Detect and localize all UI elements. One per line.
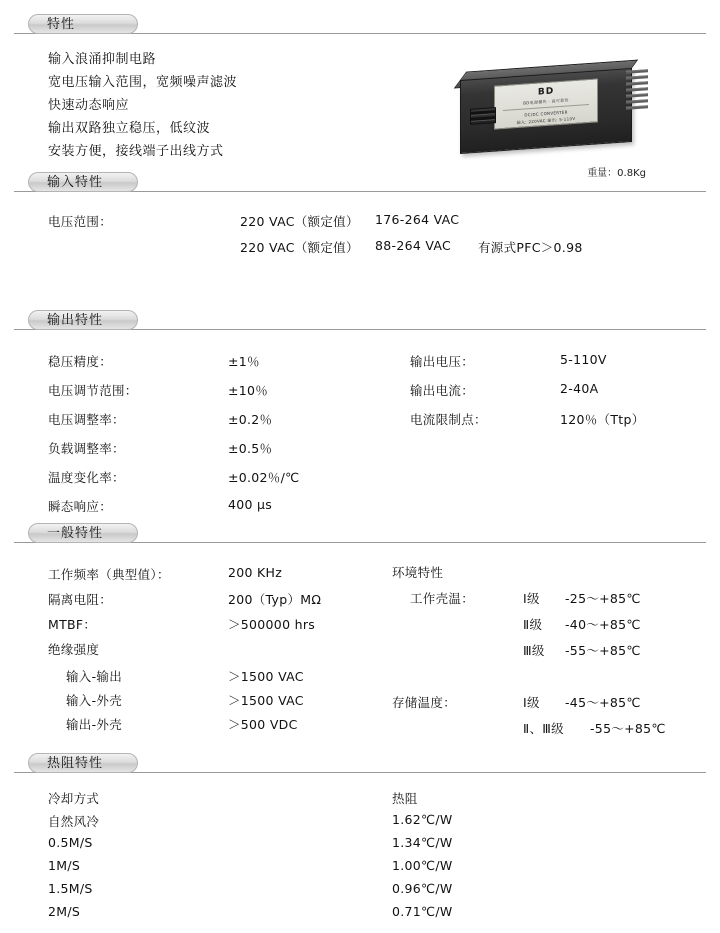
case-temp-grade-0: Ⅰ级 [523, 591, 540, 606]
table-row [0, 835, 720, 858]
case-temp-value-0: -25～+85℃ [565, 591, 641, 606]
input-voltage-range-label: 电压范围： [48, 214, 113, 229]
general-value-1: 200（Typ）MΩ [228, 592, 322, 607]
general-value-2: ＞500000 hrs [228, 617, 316, 632]
case-temp-grade-2: Ⅲ级 [523, 643, 545, 658]
output-label-2: 电压调整率： [48, 412, 125, 427]
thermal-value-4: 0.71℃/W [392, 904, 453, 919]
product-image [452, 62, 652, 179]
section-output [14, 310, 706, 336]
thermal-method-4: 2M/S [48, 904, 81, 919]
insulation-value-1: ＞1500 VAC [228, 693, 304, 708]
table-row [0, 667, 720, 693]
case-temp-label: 工作壳温： [410, 591, 475, 606]
output-value-3: ±0.5％ [228, 441, 273, 456]
module-label-line1: BD电源模块 · 高可靠性 [523, 97, 569, 106]
features-list [48, 48, 237, 163]
table-row [0, 352, 720, 381]
insulation-label-1: 输入-外壳 [66, 693, 123, 708]
thermal-value-1: 1.34℃/W [392, 835, 453, 850]
storage-grade-1: Ⅱ、Ⅲ级 [523, 721, 564, 736]
table-row [0, 641, 720, 667]
table-row [0, 589, 720, 615]
table-row [0, 381, 720, 410]
table-row [0, 410, 720, 439]
general-value-0: 200 KHz [228, 565, 283, 580]
module-label-line3: 输入: 220VAC 输出: 5-110V [516, 115, 576, 126]
case-temp-value-1: -40～+85℃ [565, 617, 641, 632]
output-right-value-0: 5-110V [560, 352, 607, 367]
storage-value-1: -55～+85℃ [590, 721, 666, 736]
input-nominal-2: 220 VAC（额定值） [240, 240, 359, 255]
feature-item: 安装方便，接线端子出线方式 [48, 144, 224, 159]
general-label-2: MTBF： [48, 617, 97, 632]
section-thermal-title: 热阻特性 [28, 753, 138, 773]
table-row [0, 904, 720, 927]
section-features-header [14, 14, 706, 40]
product-weight: 重量：0.8Kg [587, 168, 646, 179]
input-spec-table [0, 212, 720, 264]
insulation-value-0: ＞1500 VAC [228, 669, 304, 684]
general-spec-environment [0, 563, 720, 745]
section-general-title: 一般特性 [28, 523, 138, 543]
table-row [0, 439, 720, 468]
module-label-plate [494, 78, 598, 129]
module-label-line2: DC/DC CONVERTER [524, 109, 568, 118]
thermal-method-2: 1M/S [48, 858, 81, 873]
insulation-value-2: ＞500 VDC [228, 717, 298, 732]
input-range-1: 176-264 VAC [375, 212, 460, 227]
case-temp-value-2: -55～+85℃ [565, 643, 641, 658]
environment-title: 环境特性 [392, 565, 444, 580]
feature-item: 输入浪涌抑制电路 [48, 52, 157, 67]
input-nominal-1: 220 VAC（额定值） [240, 214, 359, 229]
input-range-2: 88-264 VAC [375, 238, 452, 253]
section-input-title: 输入特性 [28, 172, 138, 192]
output-right-label-0: 输出电压： [410, 354, 475, 369]
section-thermal [14, 753, 706, 779]
storage-value-0: -45～+85℃ [565, 695, 641, 710]
output-value-2: ±0.2％ [228, 412, 273, 427]
input-pfc-note: 有源式PFC＞0.98 [478, 240, 583, 255]
output-label-5: 瞬态响应： [48, 499, 113, 514]
feature-item: 宽电压输入范围，宽频噪声滤波 [48, 75, 238, 90]
insulation-strength-title: 绝缘强度 [48, 642, 100, 657]
section-general [14, 523, 706, 549]
insulation-label-2: 输出-外壳 [66, 717, 123, 732]
thermal-method-0: 自然风冷 [48, 814, 100, 829]
thermal-method-3: 1.5M/S [48, 881, 93, 896]
general-label-0: 工作频率（典型值）： [48, 567, 170, 582]
table-row [0, 615, 720, 641]
output-label-3: 负载调整率： [48, 441, 125, 456]
output-value-1: ±10％ [228, 383, 269, 398]
section-general-header [14, 523, 706, 549]
output-spec-table [0, 352, 720, 526]
table-row [0, 881, 720, 904]
output-right-label-2: 电流限制点： [410, 412, 487, 427]
thermal-spec-table [0, 789, 720, 927]
section-input-header [14, 172, 706, 198]
output-right-value-2: 120％（Ttp） [560, 412, 645, 427]
table-row [0, 812, 720, 835]
storage-temp-label: 存储温度： [392, 695, 457, 710]
section-output-header [14, 310, 706, 336]
feature-item: 快速动态响应 [48, 98, 130, 113]
case-temp-grade-1: Ⅱ级 [523, 617, 543, 632]
table-row [0, 238, 720, 264]
section-input [14, 172, 706, 198]
thermal-value-0: 1.62℃/W [392, 812, 453, 827]
output-value-5: 400 μs [228, 497, 273, 512]
output-label-0: 稳压精度： [48, 354, 113, 369]
output-right-value-1: 2-40A [560, 381, 599, 396]
thermal-method-1: 0.5M/S [48, 835, 93, 850]
insulation-label-0: 输入-输出 [66, 669, 123, 684]
section-thermal-header [14, 753, 706, 779]
general-label-1: 隔离电阻： [48, 592, 113, 607]
thermal-col2-header: 热阻 [392, 791, 418, 806]
storage-grade-0: Ⅰ级 [523, 695, 540, 710]
output-label-4: 温度变化率： [48, 470, 125, 485]
section-features-title: 特性 [28, 14, 138, 34]
heatsink-fins [626, 69, 648, 129]
feature-item: 输出双路独立稳压，低纹波 [48, 121, 211, 136]
thermal-col1-header: 冷却方式 [48, 791, 100, 806]
table-row [0, 497, 720, 526]
table-row [0, 693, 720, 719]
table-row [0, 563, 720, 589]
table-row [0, 468, 720, 497]
terminal-block [470, 107, 496, 125]
table-row [0, 212, 720, 238]
output-right-label-1: 输出电流： [410, 383, 475, 398]
thermal-value-2: 1.00℃/W [392, 858, 453, 873]
thermal-value-3: 0.96℃/W [392, 881, 453, 896]
table-header-row [0, 789, 720, 812]
section-features [14, 14, 706, 40]
module-brand: BD [537, 86, 555, 98]
table-row [0, 719, 720, 745]
table-row [0, 858, 720, 881]
output-label-1: 电压调节范围： [48, 383, 138, 398]
output-value-0: ±1％ [228, 354, 260, 369]
output-value-4: ±0.02％/℃ [228, 470, 300, 485]
section-output-title: 输出特性 [28, 310, 138, 330]
